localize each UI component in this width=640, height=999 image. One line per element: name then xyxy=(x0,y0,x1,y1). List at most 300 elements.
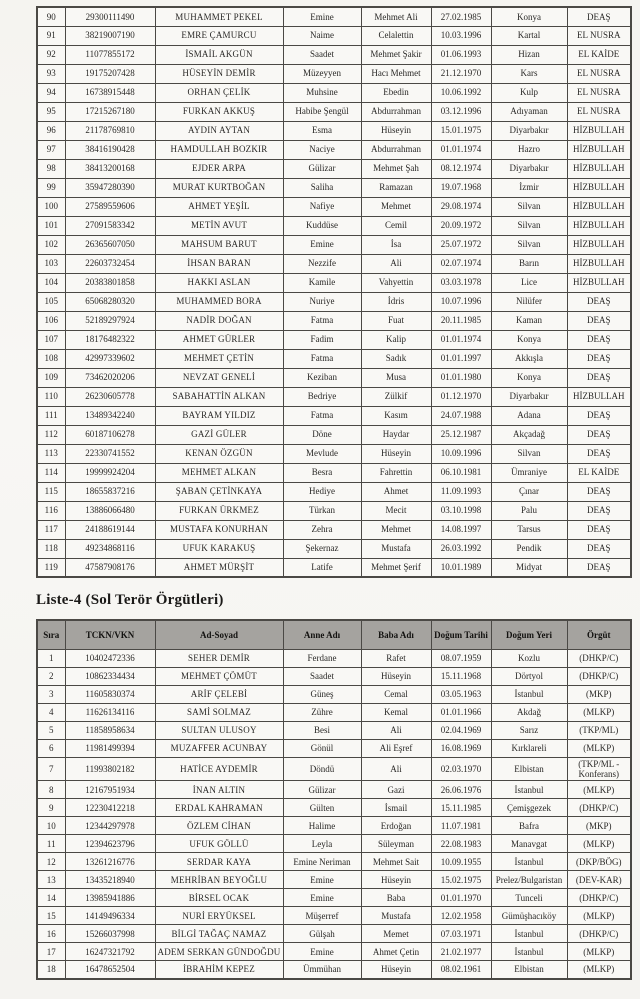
table-cell: Ahmet xyxy=(361,482,431,501)
table-cell: 12230412218 xyxy=(65,799,155,817)
table-cell: DEAŞ xyxy=(567,482,631,501)
table-cell: Latife xyxy=(283,558,361,577)
table-cell: 01.01.1980 xyxy=(431,368,491,387)
table-cell: Kozlu xyxy=(491,649,567,667)
table-cell: HİZBULLAH xyxy=(567,387,631,406)
table-cell: (DHKP/C) xyxy=(567,667,631,685)
table-cell: Nilüfer xyxy=(491,292,567,311)
table-cell: 6 xyxy=(37,739,65,757)
table-cell: Haydar xyxy=(361,425,431,444)
table-cell: 116 xyxy=(37,501,65,520)
table-cell: NEVZAT GENELİ xyxy=(155,368,283,387)
table-cell: Akdağ xyxy=(491,703,567,721)
table-cell: 108 xyxy=(37,349,65,368)
table-cell: 11 xyxy=(37,835,65,853)
table-cell: Akkışla xyxy=(491,349,567,368)
table-row xyxy=(37,649,631,667)
table-cell: 27.02.1985 xyxy=(431,7,491,26)
table-cell: 47587908176 xyxy=(65,558,155,577)
table-row xyxy=(37,853,631,871)
table-cell: 11993802182 xyxy=(65,757,155,781)
table-cell: Besi xyxy=(283,721,361,739)
table-cell: Emine Neriman xyxy=(283,853,361,871)
table-cell: Tunceli xyxy=(491,889,567,907)
table-cell: Güneş xyxy=(283,685,361,703)
table-cell: İSMAİL AKGÜN xyxy=(155,45,283,64)
table-cell: Besra xyxy=(283,463,361,482)
table-cell: Cemal xyxy=(361,685,431,703)
table-cell: 13886066480 xyxy=(65,501,155,520)
table-cell: Midyat xyxy=(491,558,567,577)
table-cell: Leyla xyxy=(283,835,361,853)
table-cell: Mehmet Şah xyxy=(361,159,431,178)
table-upper-body xyxy=(37,7,631,577)
table-cell: Nuriye xyxy=(283,292,361,311)
table-cell: 13435218940 xyxy=(65,871,155,889)
table-cell: (MLKP) xyxy=(567,739,631,757)
table-cell: Ali xyxy=(361,254,431,273)
table-cell: Cemil xyxy=(361,216,431,235)
table-cell: 16.08.1969 xyxy=(431,739,491,757)
table-cell: Fahrettin xyxy=(361,463,431,482)
table-cell: (DHKP/C) xyxy=(567,889,631,907)
table-cell: Vahyettin xyxy=(361,273,431,292)
table-cell: 13 xyxy=(37,871,65,889)
table-cell: Mecit xyxy=(361,501,431,520)
table-cell: Tarsus xyxy=(491,520,567,539)
table-cell: Mustafa xyxy=(361,539,431,558)
table-cell: 10.09.1996 xyxy=(431,444,491,463)
table-cell: 38416190428 xyxy=(65,140,155,159)
table-cell: Kamile xyxy=(283,273,361,292)
table-cell: 19999924204 xyxy=(65,463,155,482)
table-cell: Silvan xyxy=(491,216,567,235)
table-cell: DEAŞ xyxy=(567,520,631,539)
table-cell: Saliha xyxy=(283,178,361,197)
table-cell: 15.02.1975 xyxy=(431,871,491,889)
table-upper xyxy=(36,6,632,578)
table-cell: 98 xyxy=(37,159,65,178)
table-cell: HÜSEYİN DEMİR xyxy=(155,64,283,83)
table-cell: 11605830374 xyxy=(65,685,155,703)
table-cell: 14 xyxy=(37,889,65,907)
table-row xyxy=(37,349,631,368)
table-cell: Manavgat xyxy=(491,835,567,853)
table-cell: 11.07.1981 xyxy=(431,817,491,835)
table-cell: 90 xyxy=(37,7,65,26)
table-cell: İstanbul xyxy=(491,685,567,703)
table-cell: Şekernaz xyxy=(283,539,361,558)
table-row xyxy=(37,739,631,757)
table-cell: 1 xyxy=(37,649,65,667)
table-cell: UFUK GÖLLÜ xyxy=(155,835,283,853)
table-cell: 100 xyxy=(37,197,65,216)
table-cell: 7 xyxy=(37,757,65,781)
table-cell: Memet xyxy=(361,925,431,943)
table-cell: 01.01.1970 xyxy=(431,889,491,907)
table-cell: 02.07.1974 xyxy=(431,254,491,273)
table-row xyxy=(37,387,631,406)
table-row xyxy=(37,7,631,26)
table-row xyxy=(37,254,631,273)
table-cell: Fuat xyxy=(361,311,431,330)
table-cell: 92 xyxy=(37,45,65,64)
table-cell: Hediye xyxy=(283,482,361,501)
table-row xyxy=(37,799,631,817)
table-cell: AYDIN AYTAN xyxy=(155,121,283,140)
table-cell: Ramazan xyxy=(361,178,431,197)
table-cell: ÖZLEM CİHAN xyxy=(155,817,283,835)
table-cell: İdris xyxy=(361,292,431,311)
table-cell: Döne xyxy=(283,425,361,444)
table-cell: 29.08.1974 xyxy=(431,197,491,216)
column-header: Doğum Tarihi xyxy=(431,620,491,649)
table-row xyxy=(37,558,631,577)
table-cell: 119 xyxy=(37,558,65,577)
table-cell: 01.12.1970 xyxy=(431,387,491,406)
table-cell: SABAHATTİN ALKAN xyxy=(155,387,283,406)
table-cell: 07.03.1971 xyxy=(431,925,491,943)
table-cell: Silvan xyxy=(491,235,567,254)
table-cell: Çınar xyxy=(491,482,567,501)
table-cell: 109 xyxy=(37,368,65,387)
table-cell: Emine xyxy=(283,889,361,907)
table-cell: 101 xyxy=(37,216,65,235)
table-cell: ŞABAN ÇETİNKAYA xyxy=(155,482,283,501)
table-cell: Fatma xyxy=(283,406,361,425)
table-cell: MEHMET ALKAN xyxy=(155,463,283,482)
table-cell: NADİR DOĞAN xyxy=(155,311,283,330)
table-cell: Esma xyxy=(283,121,361,140)
table-cell: Erdoğan xyxy=(361,817,431,835)
table-cell: İsa xyxy=(361,235,431,254)
table-cell: Abdurrahman xyxy=(361,140,431,159)
table-cell: 112 xyxy=(37,425,65,444)
table-cell: (MLKP) xyxy=(567,835,631,853)
table-cell: AHMET YEŞİL xyxy=(155,197,283,216)
table-row xyxy=(37,102,631,121)
table-cell: (TKP/ML - Konferans) xyxy=(567,757,631,781)
table-cell: Ferdane xyxy=(283,649,361,667)
table-cell: 24.07.1988 xyxy=(431,406,491,425)
table-cell: Silvan xyxy=(491,197,567,216)
table-cell: Konya xyxy=(491,330,567,349)
table-cell: 11858958634 xyxy=(65,721,155,739)
table-cell: Süleyman xyxy=(361,835,431,853)
table-cell: 9 xyxy=(37,799,65,817)
table-cell: DEAŞ xyxy=(567,292,631,311)
table-cell: (MKP) xyxy=(567,817,631,835)
table-cell: Hüseyin xyxy=(361,121,431,140)
table-cell: HAMDULLAH BOZKIR xyxy=(155,140,283,159)
table-cell: MEHRİBAN BEYOĞLU xyxy=(155,871,283,889)
table-row xyxy=(37,871,631,889)
table-cell: Gülten xyxy=(283,799,361,817)
table-cell: 06.10.1981 xyxy=(431,463,491,482)
table-cell: Mevlude xyxy=(283,444,361,463)
table-cell: 94 xyxy=(37,83,65,102)
table-cell: HİZBULLAH xyxy=(567,178,631,197)
table-cell: DEAŞ xyxy=(567,425,631,444)
table-cell: Kaman xyxy=(491,311,567,330)
table-cell: 5 xyxy=(37,721,65,739)
table-cell: Hüseyin xyxy=(361,961,431,979)
table-cell: Akçadağ xyxy=(491,425,567,444)
table-cell: DEAŞ xyxy=(567,406,631,425)
table-cell: HİZBULLAH xyxy=(567,121,631,140)
table-cell: Mehmet Şakir xyxy=(361,45,431,64)
table-cell: 60187106278 xyxy=(65,425,155,444)
table-cell: Müzeyyen xyxy=(283,64,361,83)
table-cell: 02.04.1969 xyxy=(431,721,491,739)
table-cell: Nezzife xyxy=(283,254,361,273)
table-cell: DEAŞ xyxy=(567,368,631,387)
table-cell: 15266037998 xyxy=(65,925,155,943)
table-cell: Saadet xyxy=(283,667,361,685)
table-cell: UFUK KARAKUŞ xyxy=(155,539,283,558)
table-cell: Emine xyxy=(283,871,361,889)
table-cell: 49234868116 xyxy=(65,539,155,558)
table-cell: 03.10.1998 xyxy=(431,501,491,520)
table-cell: DEAŞ xyxy=(567,7,631,26)
table-cell: MUHAMMED BORA xyxy=(155,292,283,311)
table-cell: İzmir xyxy=(491,178,567,197)
table-cell: Kars xyxy=(491,64,567,83)
table-cell: NURİ ERYÜKSEL xyxy=(155,907,283,925)
table-cell: Kalip xyxy=(361,330,431,349)
table-cell: 95 xyxy=(37,102,65,121)
table-cell: 99 xyxy=(37,178,65,197)
table-cell: EL NUSRA xyxy=(567,26,631,45)
table-cell: 65068280320 xyxy=(65,292,155,311)
table-cell: İsmail xyxy=(361,799,431,817)
table-cell: Fatma xyxy=(283,311,361,330)
table-liste4-header xyxy=(37,620,631,649)
table-cell: Bafra xyxy=(491,817,567,835)
table-cell: 12167951934 xyxy=(65,781,155,799)
table-cell: Elbistan xyxy=(491,961,567,979)
table-cell: Halime xyxy=(283,817,361,835)
table-cell: 13489342240 xyxy=(65,406,155,425)
table-cell: Kemal xyxy=(361,703,431,721)
table-cell: Gülizar xyxy=(283,159,361,178)
column-header: Anne Adı xyxy=(283,620,361,649)
table-cell: 15.11.1985 xyxy=(431,799,491,817)
table-cell: EL NUSRA xyxy=(567,64,631,83)
table-row xyxy=(37,482,631,501)
table-row xyxy=(37,907,631,925)
table-cell: Mustafa xyxy=(361,907,431,925)
table-row xyxy=(37,159,631,178)
table-cell: 10402472336 xyxy=(65,649,155,667)
table-cell: DEAŞ xyxy=(567,330,631,349)
table-cell: 03.05.1963 xyxy=(431,685,491,703)
table-cell: 10.07.1996 xyxy=(431,292,491,311)
table-cell: 8 xyxy=(37,781,65,799)
table-cell: METİN AVUT xyxy=(155,216,283,235)
table-cell: Gazi xyxy=(361,781,431,799)
table-row xyxy=(37,64,631,83)
table-cell: 01.01.1997 xyxy=(431,349,491,368)
table-cell: Ebedin xyxy=(361,83,431,102)
table-cell: Barın xyxy=(491,254,567,273)
table-cell: Lice xyxy=(491,273,567,292)
table-cell: (MLKP) xyxy=(567,781,631,799)
table-cell: MUSTAFA KONURHAN xyxy=(155,520,283,539)
table-cell: Ali Eşref xyxy=(361,739,431,757)
table-cell: 10862334434 xyxy=(65,667,155,685)
table-cell: 14149496334 xyxy=(65,907,155,925)
table-cell: DEAŞ xyxy=(567,349,631,368)
table-cell: 15.01.1975 xyxy=(431,121,491,140)
table-cell: 115 xyxy=(37,482,65,501)
table-cell: Mehmet Şerif xyxy=(361,558,431,577)
table-cell: Müşerref xyxy=(283,907,361,925)
table-cell: İHSAN BARAN xyxy=(155,254,283,273)
table-cell: 11981499394 xyxy=(65,739,155,757)
table-cell: Ümmühan xyxy=(283,961,361,979)
table-cell: 27091583342 xyxy=(65,216,155,235)
table-cell: 16738915448 xyxy=(65,83,155,102)
table-row xyxy=(37,817,631,835)
table-cell: BİLGİ TAĞAÇ NAMAZ xyxy=(155,925,283,943)
table-cell: 2 xyxy=(37,667,65,685)
table-row xyxy=(37,26,631,45)
table-cell: 12 xyxy=(37,853,65,871)
table-cell: Diyarbakır xyxy=(491,159,567,178)
table-cell: DEAŞ xyxy=(567,501,631,520)
table-cell: 110 xyxy=(37,387,65,406)
table-cell: 08.02.1961 xyxy=(431,961,491,979)
table-cell: 10.06.1992 xyxy=(431,83,491,102)
table-cell: Döndü xyxy=(283,757,361,781)
table-cell: 10.01.1989 xyxy=(431,558,491,577)
table-cell: 21.02.1977 xyxy=(431,943,491,961)
table-row xyxy=(37,539,631,558)
table-cell: Fatma xyxy=(283,349,361,368)
table-cell: DEAŞ xyxy=(567,444,631,463)
table-cell: 42997339602 xyxy=(65,349,155,368)
table-row xyxy=(37,889,631,907)
table-row xyxy=(37,520,631,539)
table-cell: Muhsine xyxy=(283,83,361,102)
table-cell: HİZBULLAH xyxy=(567,197,631,216)
table-cell: İstanbul xyxy=(491,925,567,943)
table-cell: HAKKI ASLAN xyxy=(155,273,283,292)
table-cell: (MKP) xyxy=(567,685,631,703)
table-cell: 18176482322 xyxy=(65,330,155,349)
table-cell: 3 xyxy=(37,685,65,703)
table-cell: 16247321792 xyxy=(65,943,155,961)
table-cell: Emine xyxy=(283,7,361,26)
table-cell: BİRSEL OCAK xyxy=(155,889,283,907)
table-cell: 93 xyxy=(37,64,65,83)
table-row xyxy=(37,83,631,102)
table-cell: 21.12.1970 xyxy=(431,64,491,83)
table-cell: FURKAN AKKUŞ xyxy=(155,102,283,121)
table-cell: 15 xyxy=(37,907,65,925)
table-cell: 12394623796 xyxy=(65,835,155,853)
table-cell: 08.12.1974 xyxy=(431,159,491,178)
table-cell: ERDAL KAHRAMAN xyxy=(155,799,283,817)
table-cell: 20.11.1985 xyxy=(431,311,491,330)
table-cell: 118 xyxy=(37,539,65,558)
table-cell: 26230605778 xyxy=(65,387,155,406)
table-cell: Konya xyxy=(491,7,567,26)
column-header: TCKN/VKN xyxy=(65,620,155,649)
table-row xyxy=(37,330,631,349)
table-cell: Naciye xyxy=(283,140,361,159)
table-cell: Mehmet Ali xyxy=(361,7,431,26)
table-cell: 01.01.1974 xyxy=(431,330,491,349)
table-cell: Gülşah xyxy=(283,925,361,943)
table-cell: Celalettin xyxy=(361,26,431,45)
table-cell: Musa xyxy=(361,368,431,387)
table-cell: Naime xyxy=(283,26,361,45)
table-cell: 10.03.1996 xyxy=(431,26,491,45)
table-cell: 08.07.1959 xyxy=(431,649,491,667)
table-row xyxy=(37,178,631,197)
table-cell: 22330741552 xyxy=(65,444,155,463)
table-cell: 01.01.1966 xyxy=(431,703,491,721)
table-cell: FURKAN ÜRKMEZ xyxy=(155,501,283,520)
table-cell: 10.09.1955 xyxy=(431,853,491,871)
table-cell: 02.03.1970 xyxy=(431,757,491,781)
table-cell: 19175207428 xyxy=(65,64,155,83)
table-row xyxy=(37,311,631,330)
table-cell: EL KAİDE xyxy=(567,45,631,64)
table-cell: Palu xyxy=(491,501,567,520)
table-cell: Diyarbakır xyxy=(491,121,567,140)
table-cell: 13261216776 xyxy=(65,853,155,871)
table-cell: 18 xyxy=(37,961,65,979)
table-cell: Ali xyxy=(361,757,431,781)
table-cell: Silvan xyxy=(491,444,567,463)
table-cell: 12344297978 xyxy=(65,817,155,835)
table-cell: Çemişgezek xyxy=(491,799,567,817)
section-title-liste4: Liste-4 (Sol Terör Örgütleri) xyxy=(36,592,224,608)
table-cell: 24188619144 xyxy=(65,520,155,539)
table-cell: 35947280390 xyxy=(65,178,155,197)
table-cell: Türkan xyxy=(283,501,361,520)
table-cell: ADEM SERKAN GÜNDOĞDU xyxy=(155,943,283,961)
table-cell: (DEV-KAR) xyxy=(567,871,631,889)
table-cell: Gülizar xyxy=(283,781,361,799)
table-cell: HİZBULLAH xyxy=(567,216,631,235)
table-cell: Bedriye xyxy=(283,387,361,406)
table-cell: 117 xyxy=(37,520,65,539)
table-cell: (MLKP) xyxy=(567,703,631,721)
table-cell: 107 xyxy=(37,330,65,349)
table-cell: 106 xyxy=(37,311,65,330)
table-cell: EL KAİDE xyxy=(567,463,631,482)
table-cell: Mehmet xyxy=(361,520,431,539)
table-row xyxy=(37,667,631,685)
table-row xyxy=(37,368,631,387)
table-cell: Mehmet Sait xyxy=(361,853,431,871)
table-cell: SAMİ SOLMAZ xyxy=(155,703,283,721)
table-cell: (DKP/BÖG) xyxy=(567,853,631,871)
table-cell: Pendik xyxy=(491,539,567,558)
table-cell: (DHKP/C) xyxy=(567,925,631,943)
table-cell: Zühre xyxy=(283,703,361,721)
table-cell: (DHKP/C) xyxy=(567,799,631,817)
table-cell: 16 xyxy=(37,925,65,943)
table-row xyxy=(37,425,631,444)
table-cell: Habibe Şengül xyxy=(283,102,361,121)
column-header: Sıra xyxy=(37,620,65,649)
table-cell: İstanbul xyxy=(491,853,567,871)
